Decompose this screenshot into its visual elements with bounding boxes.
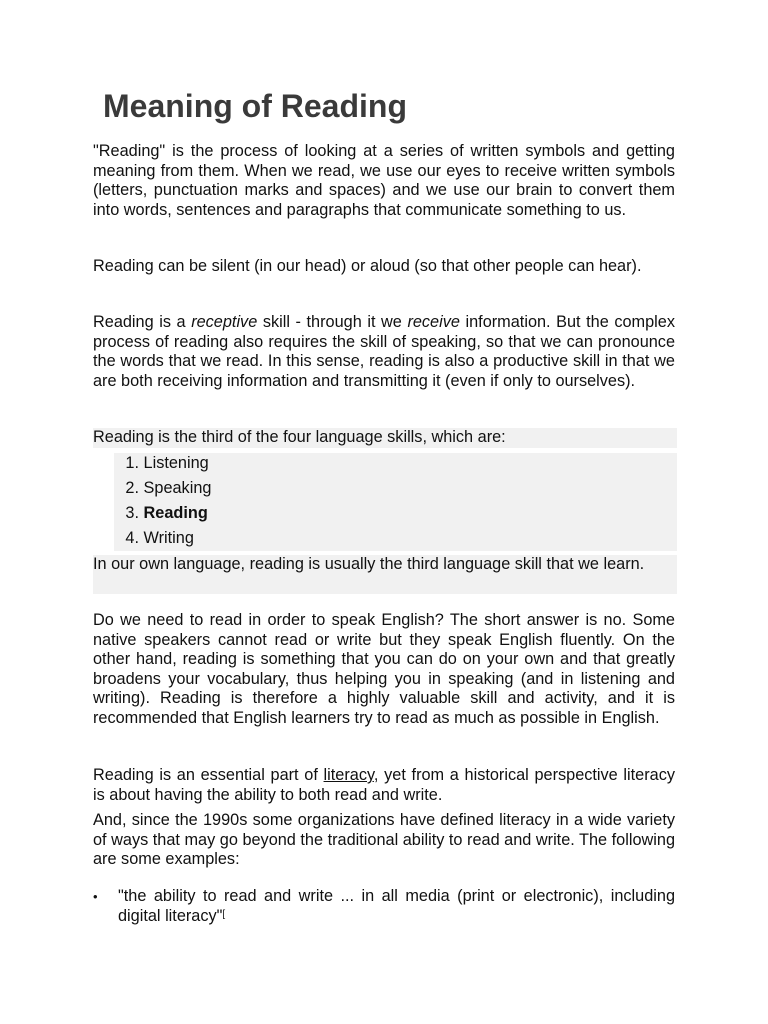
list-number: 4.: [125, 529, 139, 547]
list-label-bold: Reading: [143, 504, 208, 522]
bullet-text: [118, 887, 675, 926]
bullet-marker: •: [93, 889, 98, 904]
list-item: [114, 503, 208, 523]
paragraph-text: Reading is a: [93, 313, 192, 331]
paragraph-speak-english: Do we need to read in order to speak English? The short answer is no. Some native speakers cannot read or write but they speak English fluently. On the other hand, reading is something that you can do on your own and that greatly broadens your vocabulary, thus helping you in speaking (and in listening and writing). Reading is therefore a highly valuable skill and activity, and it is recommended that English learners try to read as much as possible in English.: [93, 611, 675, 727]
emphasis-receive: receive: [407, 313, 460, 331]
literacy-link[interactable]: literacy: [323, 766, 374, 784]
emphasis-receptive: receptive: [191, 313, 258, 331]
paragraph-literacy: [93, 766, 675, 805]
list-intro: Reading is the third of the four language skills, which are:: [93, 428, 677, 448]
paragraph-text: information. But the complex process of reading also requires the skill of speaking, so that we can pronounce the words that we read. In this sense, reading is also a productive skill in that we are both receiving information and transmitting it (even if only to ourselves).: [93, 313, 675, 390]
paragraph-third-skill: In our own language, reading is usually the third language skill that we learn.: [93, 555, 677, 594]
footnote-marker: [: [222, 908, 226, 920]
paragraph-text: , yet from a historical perspective literacy is about having the ability to both read and write.: [93, 766, 675, 804]
list-label: Writing: [143, 529, 194, 547]
paragraph-text: Reading is an essential part of: [93, 766, 324, 784]
paragraph-text: skill - through it we: [257, 313, 408, 331]
paragraph-definition: "Reading" is the process of looking at a series of written symbols and getting meaning from them. When we read, we use our eyes to receive written symbols (letters, punctuation marks and spaces) and we use our brain to convert them into words, sentences and paragraphs that communicate something to us.: [93, 142, 675, 219]
bullet-quote: "the ability to read and write ... in all media (print or electronic), including digital literacy": [118, 887, 675, 925]
paragraph-receptive-skill: [93, 313, 675, 391]
page-title: Meaning of Reading: [103, 88, 407, 124]
list-number: 3.: [125, 504, 139, 522]
list-item: [114, 453, 209, 473]
list-item: [114, 528, 194, 548]
list-label: Speaking: [143, 479, 212, 497]
list-label: Listening: [143, 454, 209, 472]
list-number: 2.: [125, 479, 139, 497]
bullet-list-item: [93, 887, 675, 926]
paragraph-1990s: And, since the 1990s some organizations have defined literacy in a wide variety of ways that may go beyond the traditional ability to read and write. The following are some examples:: [93, 811, 675, 868]
list-item: [114, 478, 211, 498]
skills-list-box: [114, 453, 677, 551]
list-number: 1.: [125, 454, 139, 472]
paragraph-silent-aloud: Reading can be silent (in our head) or aloud (so that other people can hear).: [93, 257, 642, 275]
